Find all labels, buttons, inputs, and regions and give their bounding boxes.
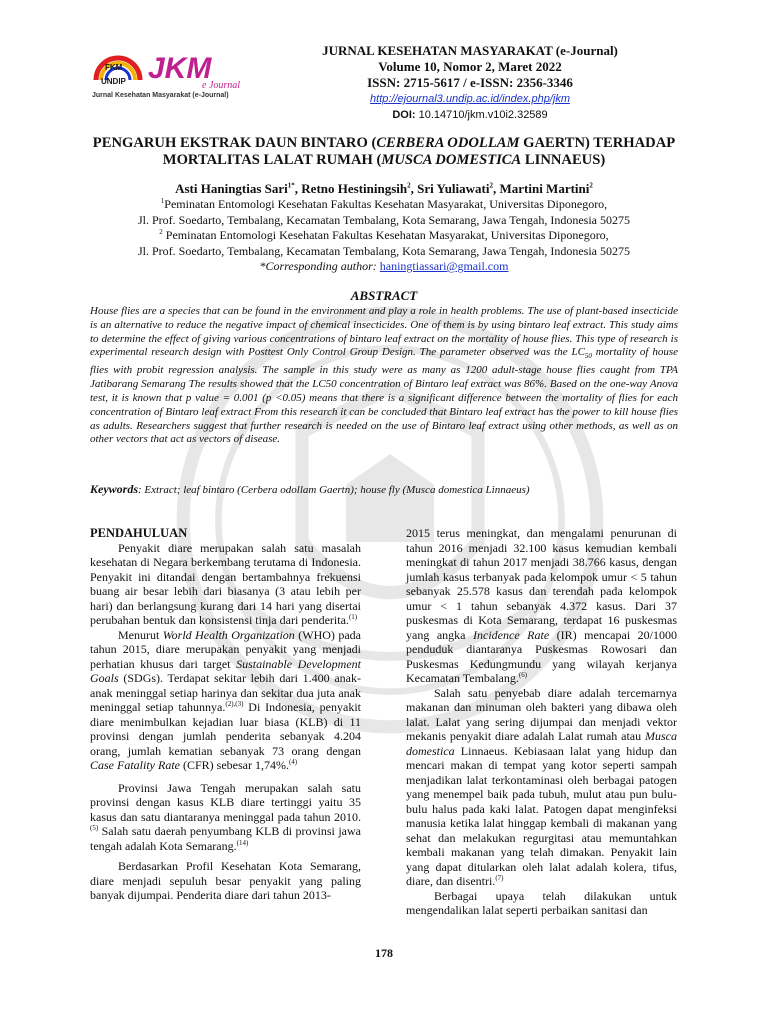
paragraph: Berdasarkan Profil Kesehatan Kota Semarang, diare menjadi sepuluh besar penyakit yang paling banyak dijumpai. Penderita diare dari tahun 2013- bbox=[90, 859, 361, 902]
title-italic: CERBERA ODOLLAM bbox=[376, 135, 520, 151]
body-column-right bbox=[406, 526, 677, 918]
text: Salah satu penyebab diare adalah tercemarnya makanan dan minuman oleh bakteri yang dibawa oleh lalat. Lalat yang sering dijumpai dan menjadi vektor mekanis penyakit diare adalah Lalat rumah atau bbox=[406, 685, 677, 743]
affiliation-1 bbox=[80, 197, 688, 213]
affiliation-line: Peminatan Entomologi Kesehatan Fakultas Kesehatan Masyarakat, Universitas Diponegoro, bbox=[162, 228, 609, 242]
affiliation-sup: 1 bbox=[160, 197, 165, 205]
paragraph bbox=[90, 628, 361, 773]
logo-brand: JKM bbox=[148, 52, 212, 85]
page-number: 178 bbox=[375, 946, 393, 960]
affiliation-2 bbox=[80, 228, 688, 244]
author-sup: 2 bbox=[589, 181, 593, 190]
citation: (1) bbox=[348, 613, 358, 621]
text: (CFR) sebesar 1,74%. bbox=[179, 758, 289, 772]
journal-doi bbox=[300, 107, 640, 123]
article-title bbox=[80, 135, 688, 169]
keywords-list: : Extract; leaf bintaro (Cerbera odollam Gaertn); house fly (Musca domestica Linnaeus) bbox=[138, 484, 530, 496]
abstract-part: House flies are a species that can be found in the environment and play a role in health problems. The use of plant-based insecticide is an alternative to reduce the negative impact of chemical insecticides. One of them is by using bintaro leaf extract. This study aims to determine the effect of giving various concentrations of bintaro leaf extract on the mortality of house flies. This type of research is experimental research design with Posttest Only Control Group Design. The parameter observed was the LC bbox=[90, 305, 678, 359]
italic-text: Musca domestica bbox=[406, 729, 677, 758]
keywords bbox=[90, 482, 678, 497]
journal-volume: Volume 10, Nomor 2, Maret 2022 bbox=[378, 59, 562, 74]
title-part: GAERTN) TERHADAP MORTALITAS LALAT RUMAH ( bbox=[162, 135, 676, 168]
text: 2015 terus meningkat, dan mengalami penurunan di tahun 2016 menjadi 32.100 kasus kemudian kembali meningkat di tahun 2017 menjadi 38.766 kasus, dengan jumlah kasus terbanyak pada kelompok umur < 5 tahun sebanyak 25.578 kasus dan terendah pada kelompok umur < 1 tahun sebanyak 4.372 kasus. Dari 37 puskesmas di Kota Semarang, terdapat 16 puskesmas yang angka bbox=[406, 526, 677, 642]
abstract-text bbox=[90, 305, 678, 447]
title-italic: MUSCA DOMESTICA bbox=[381, 152, 522, 168]
logo-caption: Jurnal Kesehatan Masyarakat (e-Journal) bbox=[92, 92, 229, 99]
paragraph bbox=[406, 526, 677, 686]
affiliation-2-address: Jl. Prof. Soedarto, Tembalang, Kecamatan Tembalang, Kota Semarang, Jawa Tengah, Indonesia 50275 bbox=[137, 243, 630, 258]
author-name: , Sri Yuliawati bbox=[410, 181, 490, 196]
text: Linnaeus. Kebiasaan lalat yang hidup dan mencari makan di tempat yang kotor seperti sampah menjadikan lalat terkontaminasi oleh berbagai patogen yang menempel baik pada tubuh, mulut atau pun bulu-bulu halus pada kaki lalat. Patogen dapat menginfeksi manusia ketika lalat hinggap kembali di makanan yang sehat dan melakukan regurgitasi atau memuntahkan kembali makanan yang telah dimakan. Penyakit lain yang dapat ditularkan oleh lalat adalah kolera, tifus, diare, dan disentri. bbox=[406, 743, 677, 888]
logo-badge-top: FKM bbox=[105, 63, 123, 72]
paragraph bbox=[406, 686, 677, 889]
title-part: LINNAEUS) bbox=[521, 152, 606, 168]
text: (SDGs). Terdapat sekitar lebih dari 1.400 anak-anak meninggal setiap harinya dan sekitar dua juta anak meninggal setiap tahunnya. bbox=[90, 671, 361, 714]
author-list bbox=[80, 181, 688, 197]
citation: (6) bbox=[518, 671, 528, 679]
italic-text: Sustainable Development Goals bbox=[90, 656, 361, 685]
author-name: , Retno Hestiningsih bbox=[294, 181, 408, 196]
text: Provinsi Jawa Tengah merupakan salah satu provinsi dengan kasus KLB diare tertinggi yaitu 35 kasus dan satu diantaranya meninggal pada tahun 2010. bbox=[90, 780, 361, 824]
italic-text: Incidence Rate bbox=[473, 627, 550, 642]
author-name: Asti Haningtias Sari bbox=[175, 181, 288, 196]
section-heading: PENDAHULUAN bbox=[90, 526, 188, 540]
corresponding-email-link[interactable]: haningtiassari@gmail.com bbox=[379, 259, 509, 273]
title-part: PENGARUH EKSTRAK DAUN BINTARO ( bbox=[92, 135, 377, 151]
paragraph: Berbagai upaya telah dilakukan untuk mengendalikan lalat seperti perbaikan sanitasi dan bbox=[406, 888, 677, 917]
journal-url-link[interactable]: http://ejournal3.undip.ac.id/index.php/jkm bbox=[370, 93, 570, 105]
abstract-subscript: 50 bbox=[584, 352, 592, 361]
affiliations bbox=[80, 197, 688, 259]
corresponding-label: *Corresponding author: bbox=[259, 259, 380, 273]
citation: (4) bbox=[288, 758, 298, 766]
corresponding-author bbox=[80, 259, 688, 274]
text: Di Indonesia, penyakit diare menimbulkan kejadian luar biasa (KLB) di 11 provinsi dengan jumlah penderita sebanyak 4.204 orang, jumlah kematian sebanyak 73 orang dengan bbox=[90, 700, 361, 758]
affiliation-sup: 2 bbox=[159, 228, 163, 236]
abstract-part: mortality of house flies with probit regression analysis. The sample in this study were as many as 1200 adult-stage house flies caught from TPA Jatibarang Semarang The results showed that the LC50 concentration of Bintaro leaf extract was 86%. Based on the one-way Anova test, it is known that p value = 0.001 (p <0.05) means that there is a significant difference between the mortality of flies for each concentration of Bintaro leaf extract From this research it can be concluded that Bintaro leaf extract has the power to kill house flies as adults. Researchers suggest that further research is needed on the use of Bintaro leaf extract using other methods, as well as on other vectors that act as vectors of disease. bbox=[90, 346, 678, 446]
text: Menurut bbox=[118, 627, 163, 642]
keywords-label: Keywords bbox=[90, 482, 138, 496]
paragraph bbox=[90, 541, 361, 628]
doi-label: DOI: bbox=[392, 109, 416, 121]
doi-value: 10.14710/jkm.v10i2.32589 bbox=[415, 109, 548, 121]
author-sup: 2 bbox=[407, 181, 411, 190]
body-column-left bbox=[90, 526, 361, 903]
journal-issn: ISSN: 2715-5617 / e-ISSN: 2356-3346 bbox=[367, 75, 573, 90]
text: (WHO) pada tahun 2015, diare merupakan penyakit yang menjadi perhatian khusus dari target bbox=[90, 627, 361, 671]
journal-info bbox=[300, 43, 640, 123]
citation: (2),(3) bbox=[225, 700, 244, 708]
italic-text: World Health Organization bbox=[162, 627, 295, 642]
citation: (5) bbox=[90, 824, 99, 832]
text: Penyakit diare merupakan salah satu masalah kesehatan di Negara berkembang terutama di Indonesia. Penyakit ini ditandai dengan bertambahnya frekuensi buang air besar lebih dari biasanya (3 atau lebih per hari) dan berlangsung kurang dari 14 hari yang disertai perubahan bentuk dan konsistensi tinja dari penderita. bbox=[90, 540, 361, 627]
journal-title: JURNAL KESEHATAN MASYARAKAT (e-Journal) bbox=[322, 43, 618, 58]
author-sup: 1* bbox=[287, 181, 295, 190]
author-name: , Martini Martini bbox=[492, 181, 590, 196]
author-sup: 2 bbox=[489, 181, 493, 190]
citation: (7) bbox=[495, 874, 504, 882]
citation: (14) bbox=[236, 838, 249, 847]
text: Salah satu daerah penyumbang KLB di provinsi jawa tengah adalah Kota Semarang. bbox=[90, 824, 361, 853]
logo-sub: e Journal bbox=[202, 80, 241, 91]
abstract-heading: ABSTRACT bbox=[350, 288, 418, 303]
paragraph bbox=[90, 781, 361, 854]
logo-badge-bottom: UNDIP bbox=[101, 77, 126, 86]
affiliation-line: Peminatan Entomologi Kesehatan Fakultas Kesehatan Masyarakat, Universitas Diponegoro, bbox=[164, 197, 608, 211]
italic-text: Case Fatality Rate bbox=[90, 758, 180, 772]
affiliation-1-address: Jl. Prof. Soedarto, Tembalang, Kecamatan Tembalang, Kota Semarang, Jawa Tengah, Indonesia 50275 bbox=[137, 212, 630, 227]
text: (IR) mencapai 20/1000 penduduk diantaranya Puskesmas Rowosari dan Puskesmas Kedungmundu yang wilayah kerjanya Kecamatan Tembalang. bbox=[406, 627, 677, 685]
